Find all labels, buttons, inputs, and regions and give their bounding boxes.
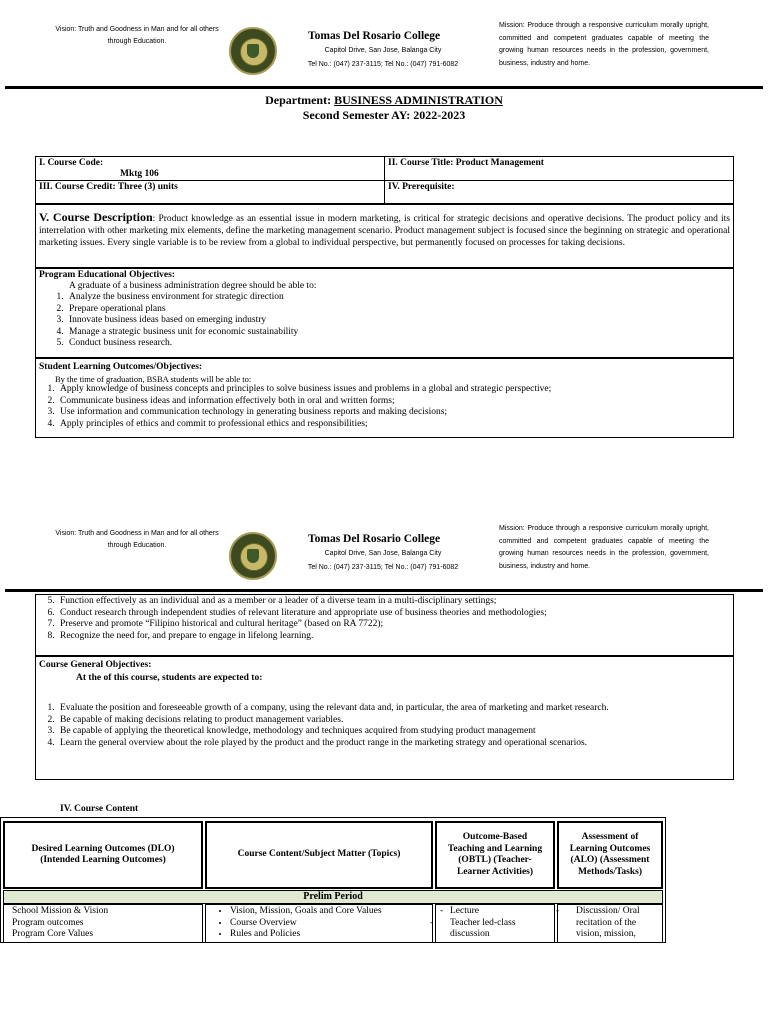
student-outcomes-box [35,358,734,438]
mission-statement: Mission: Produce through a responsive curriculum morally upright, committed and competent graduates capable of meeting the growing human resources needs in the profession, government, business, industry and home. [499,525,709,570]
list-item: • Rules and Policies [230,929,432,941]
prerequisite-label: IV. Prerequisite: [388,182,455,192]
list-item: 4. Manage a strategic business unit for economic sustainability [66,327,746,339]
list-item: • Vision, Mission, Goals and Core Values [230,906,432,918]
prelim-period-row: Prelim Period [3,890,663,904]
list-item: 4. Learn the general overview about the role played by the product and the product range in the marketing strategy and operational scenarios. [57,738,757,750]
list-item: 1. Evaluate the position and foreseeable growth of a company, using the relevant data and, in particular, the area of marketing and market research. [57,703,757,715]
list-item: School Mission & Vision [12,906,109,916]
program-objectives-list [36,292,746,350]
list-item: 5. Function effectively as an individual and as a member or a leader of a diverse team in a multi-disciplinary settings; [57,596,757,608]
list-item: 2. Prepare operational plans [66,304,746,316]
student-outcomes-intro: By the time of graduation, BSBA students will be able to: [55,374,252,384]
list-item: - Teacher led-class discussion [440,918,540,941]
student-outcomes-heading: Student Learning Outcomes/Objectives: [39,362,203,372]
course-objectives-heading: Course General Objectives: [39,660,152,670]
obtl-cell [435,904,555,943]
college-seal-logo [229,532,277,580]
list-item: 4. Apply principles of ethics and commit to professional ethics and responsibilities; [57,419,757,431]
student-outcomes-cont-box [35,594,734,656]
college-name: Tomas Del Rosario College [308,533,441,545]
course-title-label: II. Course Title: Product Management [388,158,544,168]
dlo-cell [3,904,203,943]
course-objectives-intro: At the of this course, students are expected to: [76,673,263,683]
list-item: 3. Use information and communication technology in generating business reports and making decisions; [57,407,757,419]
column-header-obtl: Outcome-Based Teaching and Learning (OBTL) (Teacher-Learner Activities) [435,821,555,889]
program-objectives-intro: A graduate of a business administration degree should be able to: [69,281,317,291]
program-objectives-box [35,268,734,358]
alo-cell [557,904,663,943]
course-credit-label: III. Course Credit: Three (3) units [39,182,178,192]
student-outcomes-list-continued [27,596,757,642]
program-objectives-heading: Program Educational Objectives: [39,270,175,280]
list-item: 1. Analyze the business environment for strategic direction [66,292,746,304]
list-item: 3. Innovate business ideas based on emerging industry [66,315,746,327]
list-item: 5. Conduct business research. [66,338,746,350]
list-item: • Course Overview [230,918,432,930]
header-rule [5,589,763,592]
course-objectives-box [35,656,734,780]
vision-statement: Vision: Truth and Goodness in Man and for all others through Education. [55,26,219,45]
college-address: Capitol Drive, San Jose, Balanga City Tel No.: (047) 237-3115; Tel No.: (047) 791-6082 [307,47,459,68]
course-description-box [35,204,734,268]
list-item: 7. Preserve and promote “Filipino historical and cultural heritage” (based on RA 7722); [57,619,757,631]
list-item: Program outcomes [12,917,84,928]
list-item: - Lecture [440,906,540,918]
list-item: 2. Communicate business ideas and information effectively both in oral and written forms; [57,396,757,408]
student-outcomes-list [27,384,757,430]
list-item: 1. Apply knowledge of business concepts and principles to solve business issues and problems in a global and strategic perspective; [57,384,757,396]
topics-cell [205,904,433,943]
list-item: 6. Conduct research through independent studies of relevant literature and appropriate use of business theories and methodologies; [57,608,757,620]
column-header-alo: Assessment of Learning Outcomes (ALO) (Assessment Methods/Tasks) [557,821,663,889]
college-name: Tomas Del Rosario College [308,30,441,42]
list-item: - Discussion/ Oral recitation of the vision, mission, [566,906,656,941]
column-header-dlo: Desired Learning Outcomes (DLO) (Intended Learning Outcomes) [3,821,203,889]
semester-heading: Second Semester AY: 2022-2023 [302,108,466,122]
course-description: V. Course Description: Product knowledge as an essential issue in modern marketing, is critical for strategic decisions and operative decisions. The product policy and its interrelation with other marketing mix elements, define the marketing management scenario. Product management subject is focused since the beginning on strategic and operational marketing issues. Every single variable is to be review from a global to individual perspective, but permanently focused on processes for taking decisions. [39,210,730,249]
list-item: 3. Be capable of applying the theoretical knowledge, methodology and techniques acquired from studying product management [57,726,757,738]
list-item: 2. Be capable of making decisions relating to product management variables. [57,715,757,727]
header-rule [5,86,763,89]
course-content-table [0,817,666,943]
list-item: 8. Recognize the need for, and prepare to engage in lifelong learning. [57,631,757,643]
department-heading: Department: BUSINESS ADMINISTRATION [265,93,503,107]
college-address: Capitol Drive, San Jose, Balanga City Tel No.: (047) 237-3115; Tel No.: (047) 791-6082 [307,550,459,571]
list-item: Program Core Values [12,929,94,940]
course-info-table [35,156,734,204]
course-code-value: Mktg 106 [120,169,159,179]
college-seal-logo [229,27,277,75]
vision-statement: Vision: Truth and Goodness in Man and for all others through Education. [55,530,219,549]
mission-statement: Mission: Produce through a responsive curriculum morally upright, committed and competent graduates capable of meeting the growing human resources needs in the profession, government, business, industry and home. [499,22,709,67]
course-content-heading: IV. Course Content [60,804,139,814]
course-objectives-list [27,703,757,749]
course-code-label: I. Course Code: [39,158,104,168]
column-header-topics: Course Content/Subject Matter (Topics) [205,821,433,889]
